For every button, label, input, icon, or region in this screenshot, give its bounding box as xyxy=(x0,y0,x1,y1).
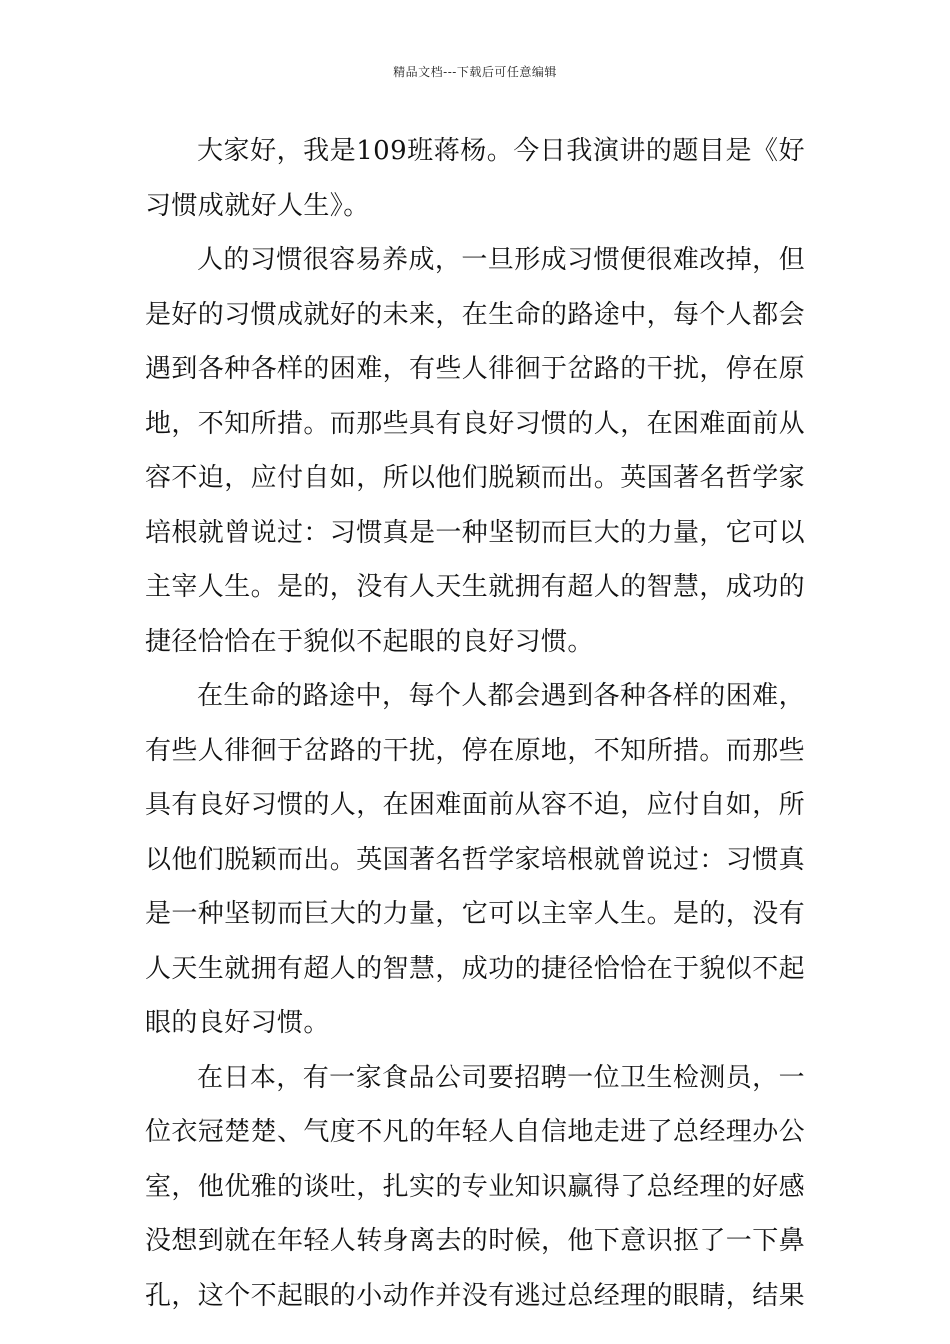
paragraph-japan-story: 在日本，有一家食品公司要招聘一位卫生检测员，一位衣冠楚楚、气度不凡的年轻人自信地走进了总经理办公室，他优雅的谈吐，扎实的专业知识赢得了总经理的好感没想到就在年轻人转身离去的时候，他下意识抠了一下鼻孔，这个不起眼的小动作并没有逃过总经理的眼睛，结果 xyxy=(145,1062,806,1311)
page-header: 精品文档---下载后可任意编辑 xyxy=(393,65,557,79)
paragraph-life-path: 在生命的路途中，每个人都会遇到各种各样的困难，有些人徘徊于岔路的干扰，停在原地，不知所措。而那些具有良好习惯的人，在困难面前从容不迫，应付自如，所以他们脱颖而出。英国著名哲学家培根就曾说过：习惯真是一种坚韧而巨大的力量，它可以主宰人生。是的，没有人天生就拥有超人的智慧，成功的捷径恰恰在于貌似不起眼的良好习惯。 xyxy=(145,681,806,1038)
paragraph-habits: 人的习惯很容易养成，一旦形成习惯便很难改掉，但是好的习惯成就好的未来，在生命的路途中，每个人都会遇到各种各样的困难，有些人徘徊于岔路的干扰，停在原地，不知所措。而那些具有良好习惯的人，在困难面前从容不迫，应付自如，所以他们脱颖而出。英国著名哲学家培根就曾说过：习惯真是一种坚韧而巨大的力量，它可以主宰人生。是的，没有人天生就拥有超人的智慧，成功的捷径恰恰在于貌似不起眼的良好习惯。 xyxy=(145,245,806,657)
document-body xyxy=(145,124,805,1323)
paragraph-intro: 大家好，我是109班蒋杨。今日我演讲的题目是《好习惯成就好人生》。 xyxy=(145,136,805,221)
